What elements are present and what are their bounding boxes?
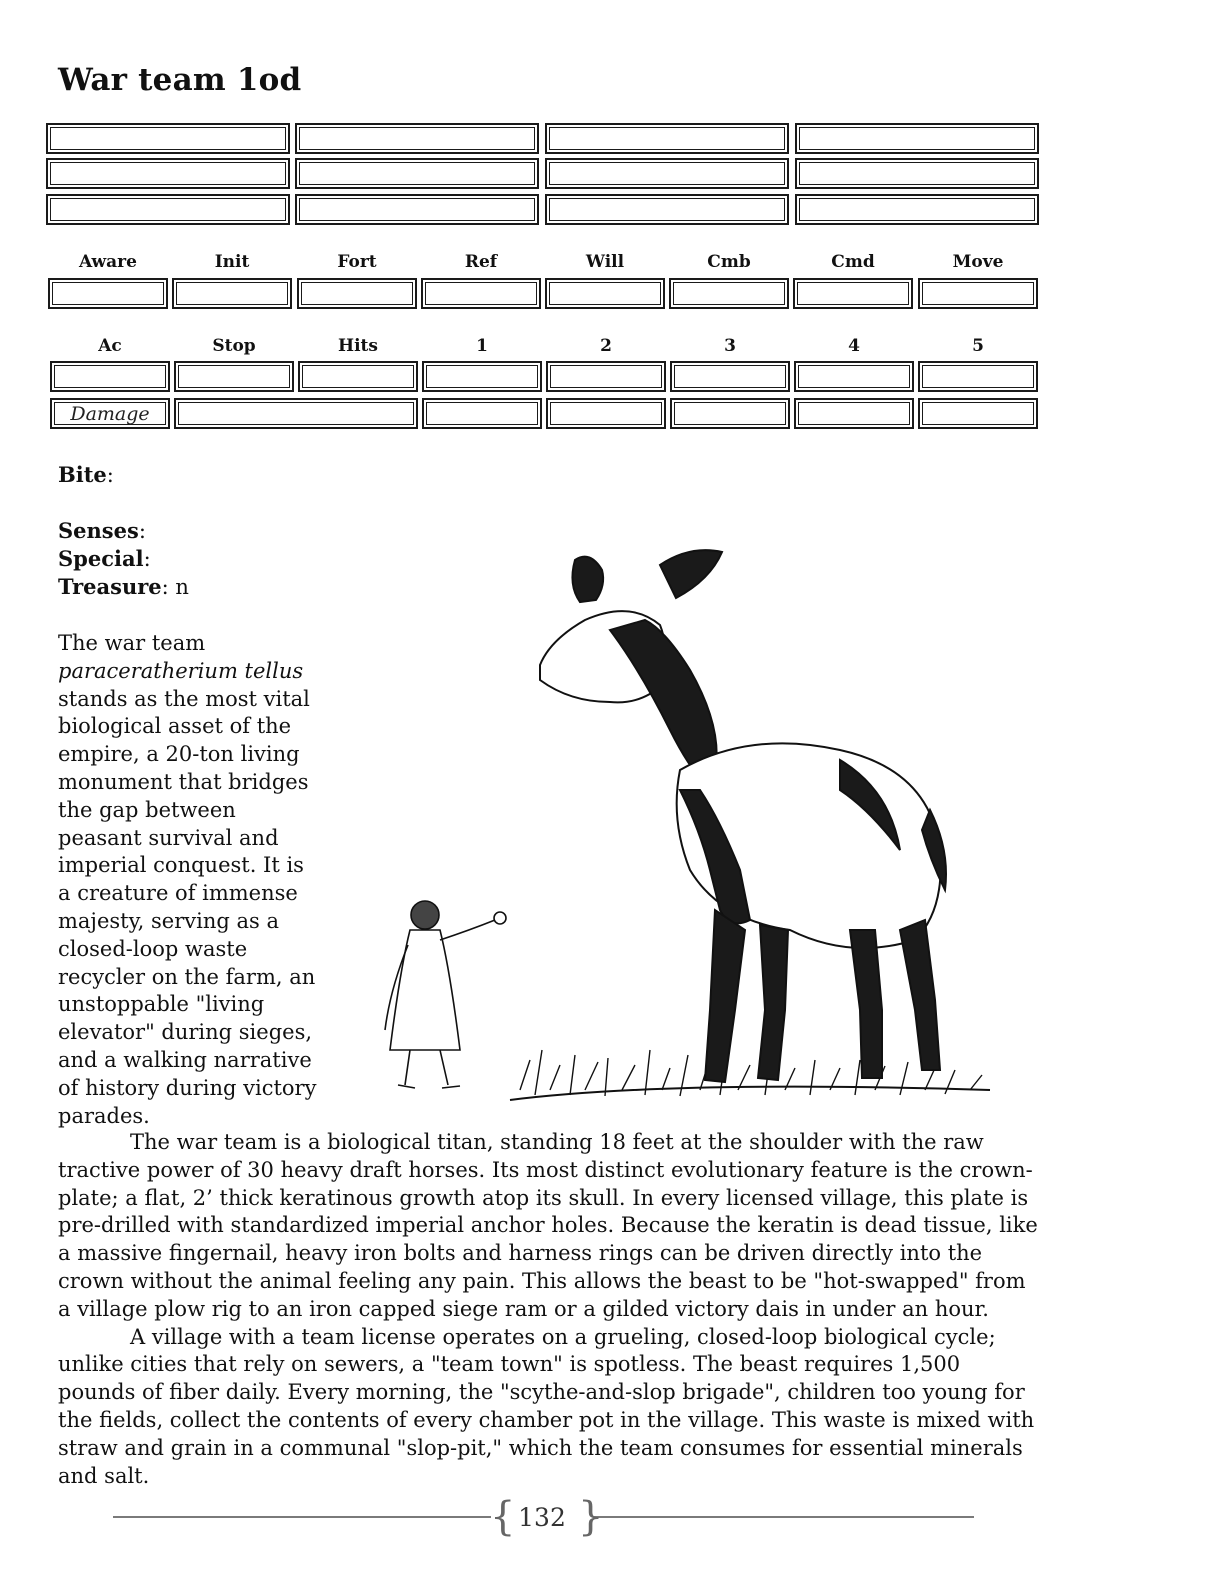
war-team-illustration [370, 490, 1010, 1120]
stat-input-fort[interactable] [297, 278, 417, 309]
senses-label: Senses [58, 518, 139, 543]
intro-paragraph [58, 630, 318, 1130]
blank-cell[interactable] [295, 123, 539, 154]
stat-input-will[interactable] [545, 278, 665, 309]
stat-label-cmd: Cmd [831, 252, 875, 272]
blank-cell[interactable] [46, 123, 290, 154]
intro-lead: The war team [58, 631, 206, 655]
blank-cell[interactable] [795, 194, 1039, 225]
stat-label-stop: Stop [212, 336, 256, 356]
beast-figure [540, 550, 946, 1082]
blank-cell[interactable] [545, 158, 789, 189]
stat-label-aware: Aware [79, 252, 137, 272]
stat-input-cmd[interactable] [793, 278, 913, 309]
stat-label-5: 5 [972, 336, 984, 356]
field-special: Special: [58, 546, 151, 571]
grass-tufts [510, 1050, 990, 1100]
stat-label-3: 3 [724, 336, 736, 356]
stat-input-4[interactable] [794, 361, 914, 392]
stat-input-hits[interactable] [298, 361, 418, 392]
stat-label-2: 2 [600, 336, 612, 356]
damage-input-4[interactable] [794, 398, 914, 429]
field-senses: Senses: [58, 518, 146, 543]
blank-cell[interactable] [545, 194, 789, 225]
paragraph: The war team is a biological titan, standing 18 feet at the shoulder with the raw tractive power of 30 heavy draft horses. Its most distinct evolutionary feature is the crown-plate; a flat, 2’ thick keratinous growth atop its skull. In every licensed village, this plate is pre-drilled with standardized imperial anchor holes. Because the keratin is dead tissue, like a massive fingernail, heavy iron bolts and harness rings can be driven directly into the crown without the animal feeling any pain. This allows the beast to be "hot-swapped" from a village plow rig to an iron capped siege ram or a gilded victory dais in under an hour. [58, 1130, 1038, 1321]
field-bite: Bite: [58, 462, 114, 487]
stat-label-hits: Hits [338, 336, 378, 356]
stat-input-move[interactable] [918, 278, 1038, 309]
stat-input-5[interactable] [918, 361, 1038, 392]
stat-label-fort: Fort [337, 252, 377, 272]
stat-input-3[interactable] [670, 361, 790, 392]
stat-label-move: Move [952, 252, 1004, 272]
blank-cell[interactable] [545, 123, 789, 154]
bite-label: Bite [58, 462, 107, 487]
stat-input-init[interactable] [172, 278, 292, 309]
damage-input-5[interactable] [918, 398, 1038, 429]
damage-label: Damage [50, 398, 170, 429]
blank-cell[interactable] [46, 194, 290, 225]
stat-input-ref[interactable] [421, 278, 541, 309]
footer-rule-left [113, 1516, 491, 1518]
field-treasure: Treasure: n [58, 574, 189, 599]
body-text [58, 1129, 1038, 1490]
stat-label-will: Will [585, 252, 625, 272]
damage-input-2[interactable] [546, 398, 666, 429]
treasure-value: n [175, 575, 189, 599]
blank-cell[interactable] [795, 158, 1039, 189]
stat-input-stop[interactable] [174, 361, 294, 392]
stat-input-2[interactable] [546, 361, 666, 392]
stat-label-4: 4 [848, 336, 860, 356]
stat-input-1[interactable] [422, 361, 542, 392]
stat-label-ref: Ref [464, 252, 498, 272]
stat-label-init: Init [214, 252, 250, 272]
page-title: War team 1od [58, 62, 302, 98]
special-label: Special [58, 546, 144, 571]
damage-input-1[interactable] [422, 398, 542, 429]
stat-input-cmb[interactable] [669, 278, 789, 309]
stat-label-ac: Ac [98, 336, 122, 356]
paragraph: A village with a team license operates on a grueling, closed-loop biological cycle; unlike cities that rely on sewers, a "team town" is spotless. The beast requires 1,500 pounds of fiber daily. Every morning, the "scythe-and-slop brigade", children too young for the fields, collect the contents of every chamber pot in the village. This waste is mixed with straw and grain in a communal "slop-pit," which the team consumes for essential minerals and salt. [58, 1324, 1035, 1488]
blank-cell[interactable] [46, 158, 290, 189]
stat-label-cmb: Cmb [707, 252, 751, 272]
intro-rest: stands as the most vital biological asset of the empire, a 20-ton living monument that bridges the gap between peasant survival and imperial conquest. It is a creature of immense majesty, serving as a closed-loop waste recycler on the farm, an unstoppable "living elevator" during sieges, and a walking narrative of history during victory parades. [58, 686, 317, 1128]
species-name: paraceratherium tellus [58, 658, 304, 683]
stat-input-aware[interactable] [48, 278, 168, 309]
stat-input-ac[interactable] [50, 361, 170, 392]
damage-input-main[interactable] [174, 398, 418, 429]
blank-cell[interactable] [795, 123, 1039, 154]
damage-input-3[interactable] [670, 398, 790, 429]
blank-cell[interactable] [295, 158, 539, 189]
stat-label-1: 1 [476, 336, 488, 356]
page-number: 132 [518, 1502, 566, 1532]
blank-cell[interactable] [295, 194, 539, 225]
treasure-label: Treasure [58, 574, 162, 599]
right-brace-ornament: } [578, 1494, 604, 1540]
handler-figure [385, 901, 506, 1088]
footer-rule-right [594, 1516, 974, 1518]
left-brace-ornament: { [490, 1494, 516, 1540]
